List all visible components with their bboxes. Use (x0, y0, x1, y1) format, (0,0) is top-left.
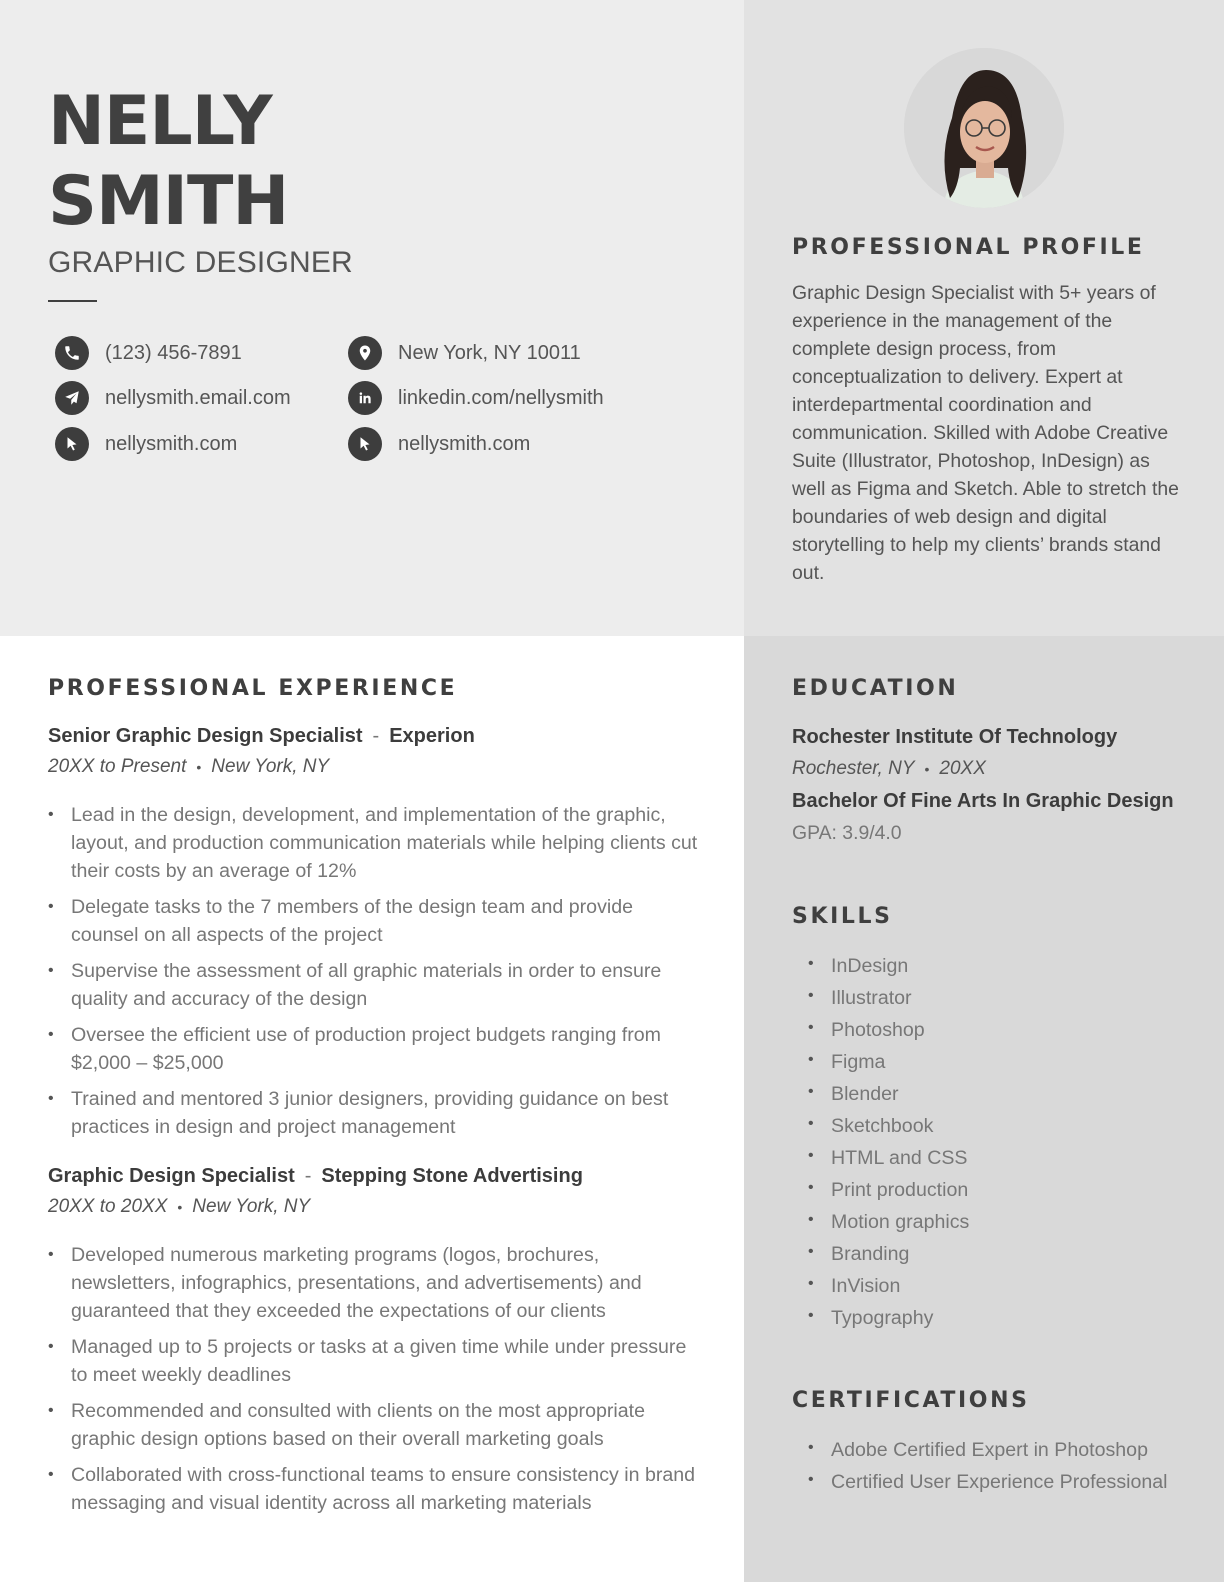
skill-item: • Branding (808, 1238, 969, 1270)
job-header (48, 1165, 583, 1188)
list-item: • Recommended and consulted with clients on the most appropriate graphic design options based on their overall marketing goals (48, 1397, 698, 1453)
linkedin-icon (348, 381, 382, 415)
job-company: Experion (389, 725, 475, 747)
job-location: New York, NY (192, 1196, 311, 1217)
first-name: NELLY (48, 82, 272, 161)
job-meta (48, 1196, 310, 1218)
website-text: nellysmith.com (398, 432, 531, 455)
certification-item: • Certified User Experience Professional (808, 1466, 1168, 1498)
job-separator: - (304, 1165, 312, 1187)
education-heading: EDUCATION (792, 676, 959, 701)
job-bullets (48, 801, 698, 1149)
certifications-heading: CERTIFICATIONS (792, 1388, 1030, 1413)
title-divider (48, 300, 97, 302)
education-gpa: GPA: 3.9/4.0 (792, 822, 902, 844)
meta-dot: • (924, 761, 930, 777)
skill-item: • InDesign (808, 950, 969, 982)
contact-website-1 (55, 427, 237, 461)
education-school: Rochester Institute Of Technology (792, 726, 1118, 748)
list-item: • Managed up to 5 projects or tasks at a given time while under pressure to meet weekly deadlines (48, 1333, 698, 1389)
map-pin-icon (348, 336, 382, 370)
skill-item: • Illustrator (808, 982, 969, 1014)
job-meta (48, 756, 329, 778)
location-text: New York, NY 10011 (398, 341, 581, 364)
job-dates: 20XX to 20XX (48, 1196, 168, 1217)
contact-phone (55, 336, 242, 370)
website-text: nellysmith.com (105, 432, 238, 455)
list-item: • Collaborated with cross-functional teams to ensure consistency in brand messaging and visual identity across all marketing materials (48, 1461, 698, 1517)
profile-summary: Graphic Design Specialist with 5+ years of experience in the management of the complete design process, from conceptualization to delivery. Expert at interdepartmental coordination and communication. Skilled with Adobe Creative Suite (Illustrator, Photoshop, InDesign) as well as Figma and Sketch. Able to stretch the boundaries of web design and digital storytelling to help my clients’ brands stand out. (792, 282, 1179, 584)
job-title: Graphic Design Specialist (48, 1165, 295, 1187)
candidate-name (48, 82, 288, 242)
phone-icon (55, 336, 89, 370)
skill-item: • Motion graphics (808, 1206, 969, 1238)
profile-heading: PROFESSIONAL PROFILE (792, 235, 1145, 260)
job-bullets (48, 1241, 698, 1525)
skills-list (808, 950, 969, 1334)
education-year: 20XX (939, 758, 986, 779)
education-degree: Bachelor Of Fine Arts In Graphic Design (792, 790, 1174, 812)
list-item: • Lead in the design, development, and implementation of the graphic, layout, and production communication materials while helping clients cut their costs by an average of 12% (48, 801, 698, 885)
skills-heading: SKILLS (792, 904, 893, 929)
list-item: • Delegate tasks to the 7 members of the design team and provide counsel on all aspects of the project (48, 893, 698, 949)
skill-item: • Typography (808, 1302, 969, 1334)
list-item: • Supervise the assessment of all graphic materials in order to ensure quality and accuracy of the design (48, 957, 698, 1013)
experience-heading: PROFESSIONAL EXPERIENCE (48, 676, 458, 701)
cursor-icon (348, 427, 382, 461)
education-location: Rochester, NY (792, 758, 915, 779)
paper-plane-icon (55, 381, 89, 415)
certifications-list (808, 1434, 1168, 1498)
email-text: nellysmith.email.com (105, 386, 291, 409)
job-location: New York, NY (211, 756, 330, 777)
phone-text: (123) 456-7891 (105, 341, 242, 364)
job-company: Stepping Stone Advertising (321, 1165, 583, 1187)
job-title: GRAPHIC DESIGNER (48, 246, 353, 279)
skill-item: • HTML and CSS (808, 1142, 969, 1174)
skill-item: • InVision (808, 1270, 969, 1302)
avatar (904, 48, 1064, 208)
contact-email (55, 381, 291, 415)
job-separator: - (372, 725, 380, 747)
job-title: Senior Graphic Design Specialist (48, 725, 363, 747)
list-item: • Trained and mentored 3 junior designers, providing guidance on best practices in design and project management (48, 1085, 698, 1141)
skill-item: • Photoshop (808, 1014, 969, 1046)
list-item: • Oversee the efficient use of production project budgets ranging from $2,000 – $25,000 (48, 1021, 698, 1077)
job-header (48, 725, 475, 748)
contact-location (348, 336, 581, 370)
linkedin-text: linkedin.com/nellysmith (398, 386, 604, 409)
skill-item: • Figma (808, 1046, 969, 1078)
meta-dot: • (196, 759, 202, 775)
skill-item: • Print production (808, 1174, 969, 1206)
cursor-icon (55, 427, 89, 461)
certification-item: • Adobe Certified Expert in Photoshop (808, 1434, 1168, 1466)
education-meta (792, 758, 986, 780)
skill-item: • Blender (808, 1078, 969, 1110)
contact-website-2 (348, 427, 530, 461)
job-dates: 20XX to Present (48, 756, 187, 777)
skill-item: • Sketchbook (808, 1110, 969, 1142)
list-item: • Developed numerous marketing programs (logos, brochures, newsletters, infographics, presentations, and advertisements) and guaranteed that they exceeded the expectations of our clients (48, 1241, 698, 1325)
meta-dot: • (177, 1199, 183, 1215)
last-name: SMITH (48, 162, 289, 241)
contact-linkedin (348, 381, 604, 415)
